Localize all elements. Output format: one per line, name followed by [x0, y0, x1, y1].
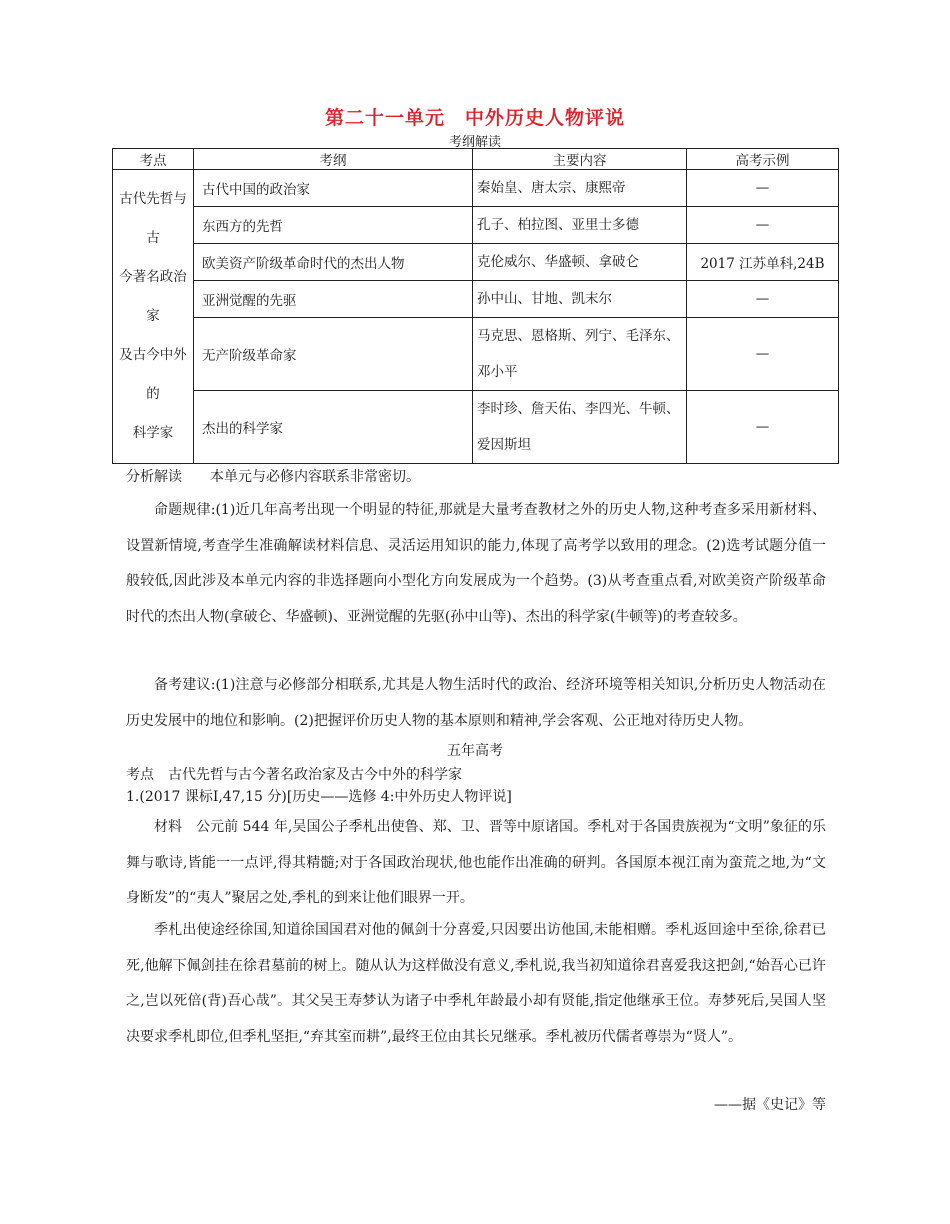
- exam-point-heading: 考点 古代先哲与古今著名政治家及古今中外的科学家: [126, 767, 462, 783]
- outline-cell: 无产阶级革命家: [194, 318, 473, 391]
- outline-cell: 古代中国的政治家: [194, 170, 473, 207]
- table-row: [113, 207, 839, 244]
- material-paragraph: 材料 公元前 544 年,吴国公子季札出使鲁、郑、卫、晋等中原诸国。季札对于各国贵族视为“文明”象征的乐舞与歌诗,皆能一一点评,得其精髓;对于各国政治现状,他也能作出准确的研判。各国原本视江南为蛮荒之地,为“文身断发”的“夷人”聚居之处,季札的到来让他们眼界一开。: [126, 819, 826, 906]
- table-row: [113, 170, 839, 207]
- example-cell: —: [687, 207, 839, 244]
- analysis-label: 分析解读: [126, 469, 182, 485]
- content-cell: 孔子、柏拉图、亚里士多德: [473, 207, 687, 244]
- example-cell: —: [687, 391, 839, 464]
- content-cell: 克伦威尔、华盛顿、拿破仑: [473, 244, 687, 281]
- exam-point-line: 科学家: [132, 425, 174, 441]
- content-cell: 孙中山、甘地、凯末尔: [473, 281, 687, 318]
- outline-cell: 杰出的科学家: [194, 391, 473, 464]
- exam-point-cell: [113, 170, 194, 464]
- example-cell: —: [687, 170, 839, 207]
- table-header: 高考示例: [687, 149, 839, 170]
- page-title: 第二十一单元 中外历史人物评说: [324, 107, 625, 129]
- example-cell: —: [687, 281, 839, 318]
- syllabus-table: [112, 148, 839, 464]
- exam-point-line: 古代先哲与古: [119, 191, 187, 246]
- example-cell: 2017 江苏单科,24B: [687, 244, 839, 281]
- table-header: 主要内容: [473, 149, 687, 170]
- section-heading: 五年高考: [447, 743, 503, 759]
- table-row: [113, 391, 839, 464]
- table-header: 考纲: [194, 149, 473, 170]
- outline-cell: 欧美资产阶级革命时代的杰出人物: [194, 244, 473, 281]
- content-cell: 马克思、恩格斯、列宁、毛泽东、邓小平: [473, 318, 687, 391]
- exam-point-line: 及古今中外的: [119, 347, 187, 402]
- material-paragraph: 季札出使途经徐国,知道徐国国君对他的佩剑十分喜爱,只因要出访他国,未能相赠。季札返回途中至徐,徐君已死,他解下佩剑挂在徐君墓前的树上。随从认为这样做没有意义,季札说,我当初知道徐君喜爱我这把剑,“始吾心已许之,岂以死倍(背)吾心哉”。其父吴王寿梦认为诸子中季札年龄最小却有贤能,指定他继承王位。寿梦死后,吴国人坚决要求季札即位,但季札坚拒,“弃其室而耕”,最终王位由其长兄继承。季札被历代儒者尊崇为“贤人”。: [126, 922, 826, 1045]
- outline-cell: 东西方的先哲: [194, 207, 473, 244]
- section-subtitle: 考纲解读: [448, 135, 501, 150]
- exam-point-line: 今著名政治家: [119, 269, 187, 324]
- advice-paragraph: 备考建议:(1)注意与必修部分相联系,尤其是人物生活时代的政治、经济环境等相关知识,分析历史人物活动在历史发展中的地位和影响。(2)把握评价历史人物的基本原则和精神,学会客观、公正地对待历史人物。: [126, 677, 826, 729]
- example-cell: —: [687, 318, 839, 391]
- analysis-line: [126, 466, 420, 486]
- analysis-text: 本单元与必修内容联系非常密切。: [210, 469, 420, 485]
- source-citation: ——据《史记》等: [714, 1097, 826, 1113]
- question-header: 1.(2017 课标Ⅰ,47,15 分)[历史——选修 4:中外历史人物评说]: [126, 789, 512, 805]
- table-header-row: [113, 149, 839, 170]
- table-header: 考点: [113, 149, 194, 170]
- table-row: [113, 244, 839, 281]
- rule-paragraph: 命题规律:(1)近几年高考出现一个明显的特征,那就是大量考查教材之外的历史人物,这种考查多采用新材料、设置新情境,考查学生准确解读材料信息、灵活运用知识的能力,体现了高考学以致用的理念。(2)选考试题分值一般较低,因此涉及本单元内容的非选择题向小型化方向发展成为一个趋势。(3)从考查重点看,对欧美资产阶级革命时代的杰出人物(拿破仑、华盛顿)、亚洲觉醒的先驱(孙中山等)、杰出的科学家(牛顿等)的考查较多。: [126, 502, 826, 625]
- table-row: [113, 318, 839, 391]
- content-cell: 李时珍、詹天佑、李四光、牛顿、爱因斯坦: [473, 391, 687, 464]
- content-cell: 秦始皇、唐太宗、康熙帝: [473, 170, 687, 207]
- table-row: [113, 281, 839, 318]
- outline-cell: 亚洲觉醒的先驱: [194, 281, 473, 318]
